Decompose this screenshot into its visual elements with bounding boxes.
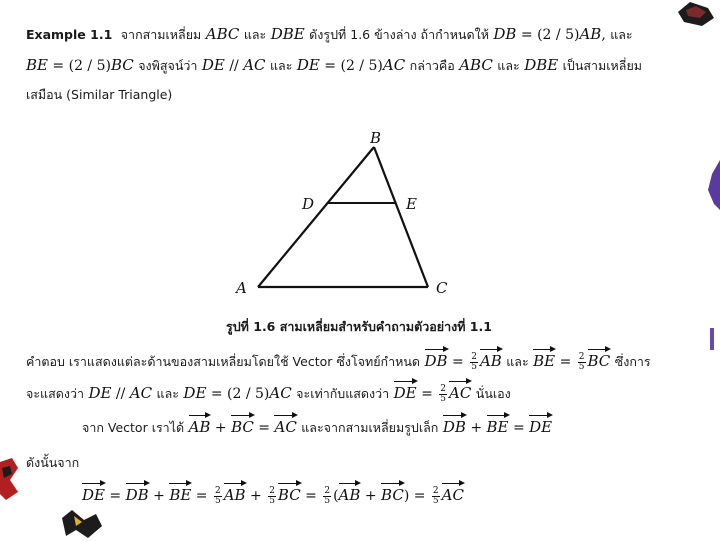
example-line-1: Example 1.1 จากสามเหลี่ยม ABC และ DBE ดังรูปที่ 1.6 ข้างล่าง ถ้ากำหนดให้ DB = (2 / 5)AB, และ: [26, 25, 633, 43]
figure-caption: รูปที่ 1.6 สามเหลี่ยมสำหรับคำถามตัวอย่างที่ 1.1: [226, 319, 492, 334]
solution-line-3: จาก Vector เราได้ AB + BC = AC และจากสามเหลี่ยมรูปเล็ก DB + BE = DE: [82, 418, 553, 436]
example-line-2: BE = (2 / 5)BC จงพิสูจน์ว่า DE // AC และ DE = (2 / 5)AC กล่าวคือ ABC และ DBE เป็นสามเหลี่ยม: [26, 56, 643, 74]
side-bc: [374, 147, 428, 287]
example-line-3: เสมือน (Similar Triangle): [26, 87, 173, 102]
solution-line-4: ดังนั้นจาก: [26, 455, 80, 470]
side-ab: [258, 147, 374, 287]
decorative-shape-bottom: [62, 510, 102, 538]
vertex-label-b: B: [370, 129, 382, 147]
solution-line-2: จะแสดงว่า DE // AC และ DE = (2 / 5)AC จะเท่ากับแสดงว่า DE = $\frac{2}{5}$ AC นั่นเอง: [26, 383, 511, 404]
solution-line-5: DE = DB + BE = $\frac{2}{5}$ AB + $\frac{2}{5}$ BC = $\frac{2}{5}$ (AB + BC) = $\frac{2}{5}$ AC: [82, 485, 464, 506]
decorative-shape-top-right: [676, 2, 716, 26]
decorative-bar-right-edge: [710, 328, 714, 350]
decorative-shape-right-edge: [708, 160, 720, 210]
vertex-label-a: A: [236, 279, 247, 297]
vertex-label-c: C: [436, 279, 448, 297]
triangle-figure: [230, 125, 470, 300]
solution-line-1: คำตอบ เราแสดงแต่ละด้านของสามเหลี่ยมโดยใช้ Vector ซึ่งโจทย์กำหนด DB = $\frac{2}{5}$ AB และ BE = $\frac{2}{5}$ BC ซึ่งการ: [26, 351, 651, 372]
vertex-label-e: E: [406, 195, 417, 213]
example-label: Example 1.1: [26, 27, 113, 42]
vertex-label-d: D: [302, 195, 315, 213]
decorative-shape-bottom-left: [0, 458, 20, 500]
